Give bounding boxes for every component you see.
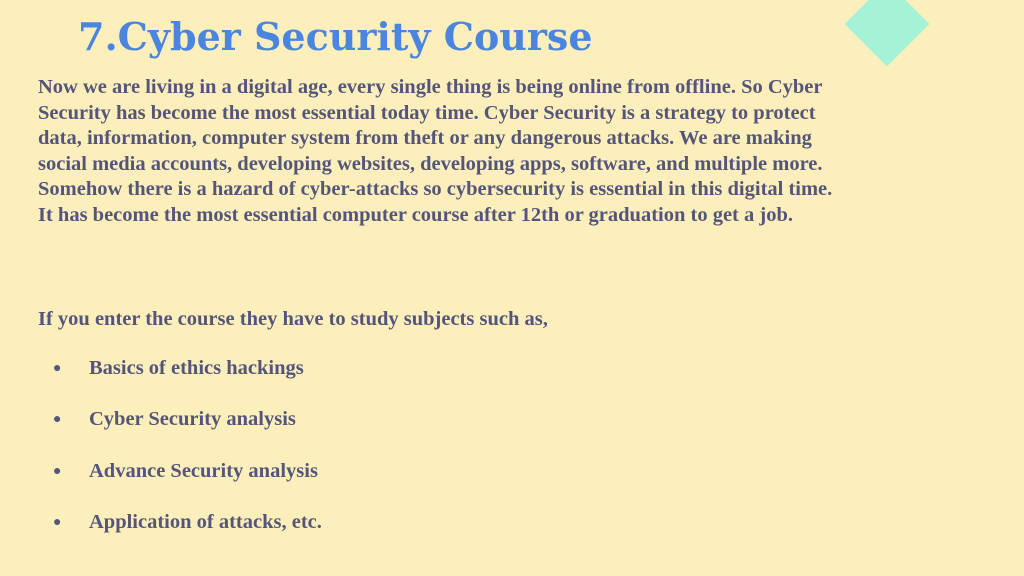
subject-label: Cyber Security analysis [89,408,296,431]
bullet-icon: ● [53,514,62,530]
subject-label: Advance Security analysis [89,459,318,482]
slide-title: 7.Cyber Security Course [78,14,593,59]
body-paragraph: Now we are living in a digital age, every single thing is being online from offline. So Cyber Security has become the most essential today time. Cyber Security is a strategy to protect data, information, computer system from theft or any dangerous attacks. We are making social media accounts, developing websites, developing apps, software, and multiple more. Somehow there is a hazard of cyber-attacks so cybersecurity is essential in this digital time. It has become the most essential computer course after 12th or graduation to get a job. [38,76,833,226]
subject-label: Application of attacks, etc. [89,510,322,533]
bullet-icon: ● [53,463,62,479]
subjects-intro: If you enter the course they have to study subjects such as, [38,308,548,330]
subject-label: Basics of ethics hackings [89,357,304,379]
bullet-icon: ● [53,412,62,428]
bullet-icon: ● [53,361,62,376]
decorative-diamond-shape [845,0,930,66]
